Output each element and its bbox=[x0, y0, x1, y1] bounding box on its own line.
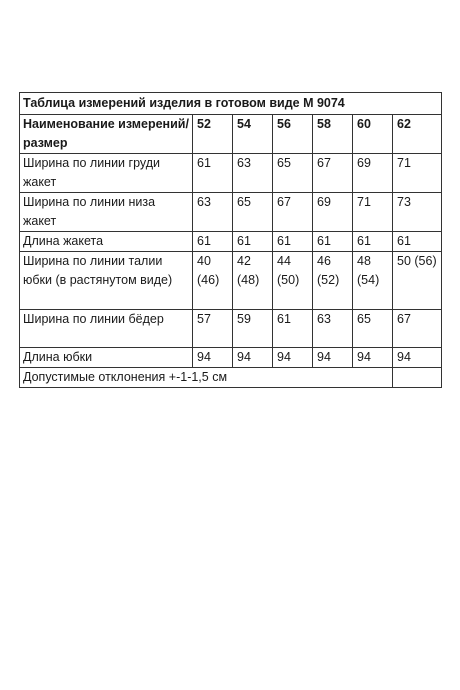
size-header: 58 bbox=[313, 115, 353, 154]
footer-empty-cell bbox=[393, 368, 442, 388]
cell-value: 59 bbox=[233, 310, 273, 348]
cell-value: 61 bbox=[233, 232, 273, 252]
cell-value: 71 bbox=[353, 193, 393, 232]
size-header: 52 bbox=[193, 115, 233, 154]
cell-value: 63 bbox=[233, 154, 273, 193]
cell-value: 63 bbox=[193, 193, 233, 232]
cell-value: 61 bbox=[193, 232, 233, 252]
table-row bbox=[20, 252, 442, 310]
cell-value: 57 bbox=[193, 310, 233, 348]
cell-value: 65 bbox=[273, 154, 313, 193]
cell-value: 69 bbox=[313, 193, 353, 232]
cell-value: 61 bbox=[273, 310, 313, 348]
table-title-row bbox=[20, 93, 442, 115]
cell-value: 94 bbox=[313, 348, 353, 368]
row-label: Ширина по линии талии юбки (в растянутом виде) bbox=[20, 252, 193, 310]
cell-value: 48 (54) bbox=[353, 252, 393, 310]
cell-value: 65 bbox=[233, 193, 273, 232]
size-header: 54 bbox=[233, 115, 273, 154]
table-header-row bbox=[20, 115, 442, 154]
table-title: Таблица измерений изделия в готовом виде М 9074 bbox=[20, 93, 442, 115]
cell-value: 42 (48) bbox=[233, 252, 273, 310]
row-label: Длина юбки bbox=[20, 348, 193, 368]
cell-value: 94 bbox=[353, 348, 393, 368]
row-label: Длина жакета bbox=[20, 232, 193, 252]
cell-value: 94 bbox=[393, 348, 442, 368]
cell-value: 67 bbox=[273, 193, 313, 232]
cell-value: 65 bbox=[353, 310, 393, 348]
cell-value: 61 bbox=[193, 154, 233, 193]
cell-value: 61 bbox=[353, 232, 393, 252]
cell-value: 44 (50) bbox=[273, 252, 313, 310]
cell-value: 46 (52) bbox=[313, 252, 353, 310]
cell-value: 69 bbox=[353, 154, 393, 193]
cell-value: 73 bbox=[393, 193, 442, 232]
table-row bbox=[20, 310, 442, 348]
row-label: Ширина по линии груди жакет bbox=[20, 154, 193, 193]
cell-value: 63 bbox=[313, 310, 353, 348]
measurements-table bbox=[19, 92, 442, 388]
row-label: Ширина по линии низа жакет bbox=[20, 193, 193, 232]
cell-value: 94 bbox=[273, 348, 313, 368]
cell-value: 61 bbox=[313, 232, 353, 252]
cell-value: 40 (46) bbox=[193, 252, 233, 310]
size-header: 56 bbox=[273, 115, 313, 154]
table-footer-row bbox=[20, 368, 442, 388]
cell-value: 50 (56) bbox=[393, 252, 442, 310]
cell-value: 67 bbox=[393, 310, 442, 348]
cell-value: 61 bbox=[273, 232, 313, 252]
table-row bbox=[20, 193, 442, 232]
cell-value: 94 bbox=[193, 348, 233, 368]
tolerance-note: Допустимые отклонения +-1-1,5 см bbox=[20, 368, 393, 388]
size-header: 62 bbox=[393, 115, 442, 154]
cell-value: 67 bbox=[313, 154, 353, 193]
cell-value: 61 bbox=[393, 232, 442, 252]
size-header: 60 bbox=[353, 115, 393, 154]
cell-value: 71 bbox=[393, 154, 442, 193]
cell-value: 94 bbox=[233, 348, 273, 368]
table-row bbox=[20, 154, 442, 193]
header-label: Наименование измерений/размер bbox=[20, 115, 193, 154]
row-label: Ширина по линии бёдер bbox=[20, 310, 193, 348]
table-row bbox=[20, 348, 442, 368]
table-row bbox=[20, 232, 442, 252]
